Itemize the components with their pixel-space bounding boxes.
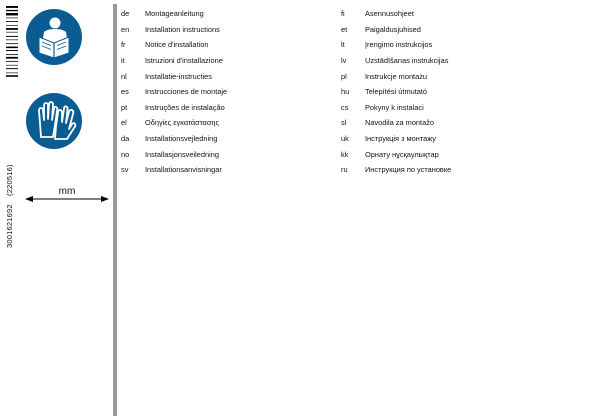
barcode-bar (6, 73, 18, 74)
language-code: lt (341, 40, 345, 50)
language-code: cs (341, 102, 349, 112)
vertical-divider (113, 4, 117, 416)
language-code: kk (341, 149, 349, 159)
language-title: Telepítési útmutató (365, 87, 428, 97)
language-row (341, 162, 451, 178)
language-code: da (121, 134, 130, 144)
language-title: Įrengimo instrukcijos (365, 40, 433, 50)
language-title: Instrucciones de montaje (145, 87, 228, 97)
language-row (121, 131, 227, 147)
language-code: el (121, 118, 127, 128)
language-title: Installationsvejledning (145, 134, 218, 144)
language-title: Notice d'installation (145, 40, 209, 50)
language-code: sl (341, 118, 347, 128)
barcode-bar (6, 40, 18, 41)
barcode-bar (6, 18, 18, 19)
language-row (341, 115, 451, 131)
language-row (341, 22, 451, 38)
unit-label: mm (58, 186, 76, 197)
language-title: Οδηγίες εγκατάστασης (145, 118, 220, 128)
language-title: Uzstādīšanas instrukcijas (365, 56, 449, 66)
language-code: es (121, 87, 129, 97)
language-title: Installationsanvisningar (145, 165, 222, 175)
language-code: fr (121, 40, 126, 50)
language-title: Instruções de instalação (145, 102, 225, 112)
language-row (341, 37, 451, 53)
language-code: lv (341, 56, 347, 66)
language-row (341, 146, 451, 162)
barcode-bar (6, 25, 18, 26)
language-list-left (121, 6, 227, 178)
barcode-bar (6, 6, 18, 8)
barcode (6, 6, 18, 134)
barcode-bar (6, 61, 18, 62)
language-code: et (341, 24, 348, 34)
language-row (341, 6, 451, 22)
language-title: Montageanleitung (145, 9, 204, 19)
barcode-bar (6, 68, 18, 69)
language-code: it (121, 56, 125, 66)
language-row (121, 53, 227, 69)
language-title: Installasjonsveiledning (145, 149, 219, 159)
language-row (121, 6, 227, 22)
language-code: sv (121, 165, 129, 175)
barcode-bar (6, 13, 18, 15)
barcode-bar (6, 21, 18, 22)
language-title: Istruzioni d'installazione (145, 56, 223, 66)
language-row (121, 84, 227, 100)
dimension-indicator (24, 186, 110, 210)
barcode-bar (6, 47, 18, 49)
language-row (121, 68, 227, 84)
barcode-bar (6, 75, 18, 77)
language-row (121, 22, 227, 38)
language-title: Asennusohjeet (365, 9, 414, 19)
language-code: ru (341, 165, 348, 175)
language-row (341, 68, 451, 84)
barcode-bar (6, 54, 18, 55)
wear-gloves-icon (26, 93, 82, 149)
barcode-bar (6, 43, 18, 44)
language-row (341, 53, 451, 69)
barcode-bar (6, 65, 18, 66)
language-code: hu (341, 87, 350, 97)
barcode-bar (6, 28, 18, 30)
barcode-bar (6, 50, 18, 51)
language-row (121, 115, 227, 131)
barcode-bar (6, 32, 18, 33)
language-row (121, 146, 227, 162)
language-code: en (121, 24, 130, 34)
language-row (121, 100, 227, 116)
language-list-right (341, 6, 451, 178)
language-code: de (121, 9, 130, 19)
language-title: Инструкция по установке (365, 165, 452, 175)
read-manual-icon (26, 9, 82, 65)
language-row (341, 100, 451, 116)
barcode-bar (6, 10, 18, 11)
language-row (121, 37, 227, 53)
language-title: Navodila za montažo (365, 118, 435, 128)
language-code: fi (341, 9, 345, 19)
language-row (121, 162, 227, 178)
revision-code: (220516) (5, 164, 14, 196)
language-title: Installation instructions (145, 24, 220, 34)
language-code: pt (121, 102, 128, 112)
language-row (341, 131, 451, 147)
language-code: no (121, 149, 130, 159)
language-title: Paigaldusjuhised (365, 24, 421, 34)
language-title: Instrukcje montażu (365, 71, 428, 81)
language-title: Орнату нұсқаулықтар (365, 149, 439, 159)
double-arrow-icon (24, 186, 110, 210)
part-number: 3001621692 (5, 204, 14, 248)
language-title: Installatie-instructies (145, 71, 212, 81)
part-number-vertical (5, 158, 14, 248)
barcode-bar (6, 36, 18, 37)
language-title: Інструкція з монтажу (365, 134, 436, 144)
barcode-bar (6, 57, 18, 59)
language-title: Pokyny k instalaci (365, 102, 424, 112)
language-code: pl (341, 71, 347, 81)
language-row (341, 84, 451, 100)
language-code: nl (121, 71, 127, 81)
language-code: uk (341, 134, 349, 144)
